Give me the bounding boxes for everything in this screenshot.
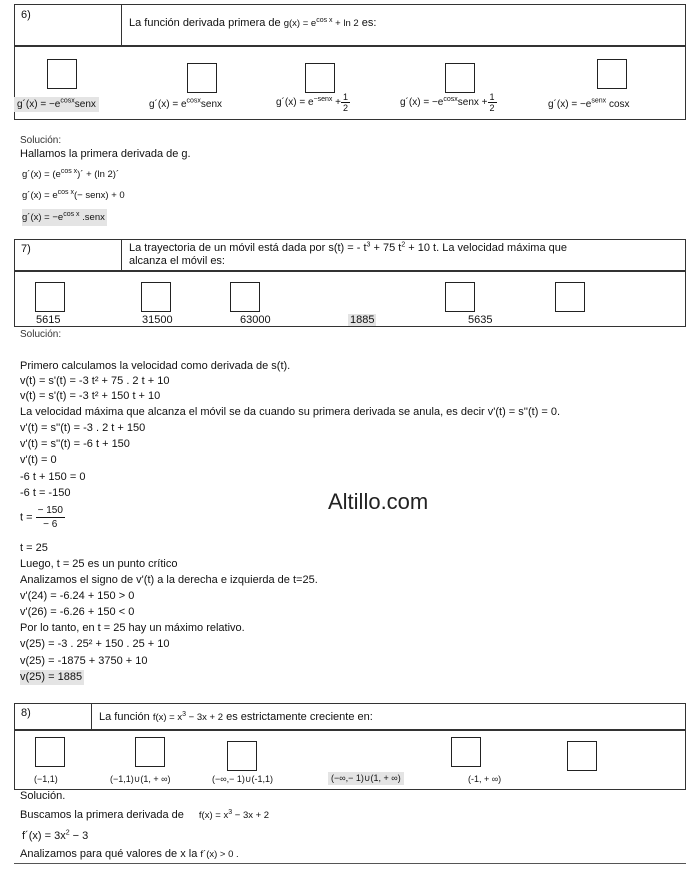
q8-number: 8)	[21, 707, 31, 719]
q6-option-1-checkbox[interactable]	[47, 59, 77, 89]
q7-option-1-label: 5615	[36, 314, 61, 326]
q7-line-12: Analizamos el signo de v'(t) a la derecha e izquierda de t=25.	[20, 574, 318, 586]
q7-option-3-label: 63000	[240, 314, 271, 326]
q8-option-2-checkbox[interactable]	[135, 737, 165, 767]
q7-option-1-checkbox[interactable]	[35, 282, 65, 312]
q7-option-4-label: 1885	[350, 314, 375, 326]
q6-step-1: g´(x) = $(e^{cos x})´ + (\ln$ 2)´	[22, 167, 120, 180]
q7-answer-line: v(25) = 1885	[20, 671, 83, 683]
q7-line-5: v'(t) = s''(t) = -3 . 2 t + 150	[20, 422, 146, 434]
q7-t-fraction: t = $\frac{- 150}{- 6}$	[20, 505, 63, 530]
q7-option-5-label: 5635	[468, 314, 493, 326]
watermark: Altillo.com	[328, 489, 429, 514]
q6-option-1-label: g´(x) = $-e^{cosx}senx$	[14, 97, 99, 112]
q7-line-7: v'(t) = 0	[20, 454, 57, 466]
q6-number-cell	[15, 5, 122, 45]
q8-line-3: Analizamos para qué valores de x la f´(x) > 0 .	[20, 848, 239, 860]
q6-number: 6)	[21, 9, 31, 21]
q8-question: La función $f(x) = x^3 - 3x + 2$ es estrictamente creciente en:	[99, 710, 373, 723]
q6-solution-label: Solución:	[20, 135, 62, 146]
q6-header	[14, 4, 686, 46]
q8-option-1-label: (−1,1)	[34, 774, 58, 784]
q7-option-2-checkbox[interactable]	[141, 282, 171, 312]
q7-line-6: v'(t) = s''(t) = -6 t + 150	[20, 438, 130, 450]
q7-line-17: v(25) = -1875 + 3750 + 10	[20, 655, 148, 667]
q8-option-3-label: (−∞,− 1)∪(-1,1)	[212, 774, 274, 784]
q8-option-3-checkbox[interactable]	[227, 741, 257, 771]
q7-line-9: -6 t = -150	[20, 487, 71, 499]
q7-line-14: v'(26) = -6.26 + 150 < 0	[20, 606, 135, 618]
q7-number-cell	[15, 240, 122, 270]
q8-line-1: Buscamos la primera derivada de $f(x) = x^3 - 3x + 2$	[20, 808, 270, 821]
q7-question: La trayectoria de un móvil está dada por s(t) = - $t^3 + 75$ $t^2 + 10$ t. La velocidad máxima que alcanza el móvil es:	[129, 241, 567, 267]
q7-line-15: Por lo tanto, en t = 25 hay un máximo relativo.	[20, 622, 245, 634]
q6-option-2-label: g´(x) = $e^{cosx}senx$	[149, 97, 223, 110]
q7-number: 7)	[21, 243, 31, 255]
q8-header	[14, 703, 686, 730]
q8-line-2: f´(x) = $3x^2 - 3$	[22, 829, 89, 842]
q8-option-5-label: (-1, + ∞)	[468, 774, 502, 784]
q6-solution-intro: Hallamos la primera derivada de g.	[20, 148, 191, 160]
q8-solution-label: Solución.	[20, 790, 66, 802]
q6-step-3: g´(x) = $-e^{cos x}$ .senx	[22, 209, 107, 226]
q7-line-4: La velocidad máxima que alcanza el móvil se da cuando su primera derivada se anula, es decir v'(t) = s''(t) = 0.	[20, 406, 561, 418]
q7-line-8: -6 t + 150 = 0	[20, 471, 86, 483]
q8-option-4-label: (−∞,− 1)∪(1, + ∞)	[328, 772, 404, 785]
page-bottom-rule	[14, 863, 686, 864]
q7-option-5-checkbox[interactable]	[555, 282, 585, 312]
q6-option-4-checkbox[interactable]	[445, 63, 475, 93]
q8-option-2-label: (−1,1)∪(1, + ∞)	[110, 774, 171, 784]
q6-option-5-checkbox[interactable]	[597, 59, 627, 89]
q6-question: La función derivada primera de $g(x) = e^{cos x} + \ln 2$ es:	[129, 16, 377, 29]
q6-option-5-label: g´(x) = $-e^{senx}$ cosx	[548, 97, 630, 110]
q7-line-1: Primero calculamos la velocidad como derivada de s(t).	[20, 360, 291, 372]
q8-option-5-checkbox[interactable]	[567, 741, 597, 771]
q6-option-4-label: g´(x) = $-e^{cosx}senx$ + $\frac{1}{2}$	[400, 92, 495, 113]
q6-option-2-checkbox[interactable]	[187, 63, 217, 93]
q6-step-2: g´(x) = $e^{cos x}(-$ senx) + 0	[22, 188, 125, 201]
q6-option-3-label: g´(x) = $e^{-senx}$ + $\frac{1}{2}$	[276, 92, 349, 113]
q7-line-2: v(t) = s'(t) = -3 t² + 75 . 2 t + 10	[20, 375, 170, 387]
q7-line-13: v'(24) = -6.24 + 150 > 0	[20, 590, 135, 602]
q7-line-11: Luego, t = 25 es un punto crítico	[20, 558, 178, 570]
q7-option-4-checkbox[interactable]	[445, 282, 475, 312]
q8-option-4-checkbox[interactable]	[451, 737, 481, 767]
q7-line-16: v(25) = -3 . 25² + 150 . 25 + 10	[20, 638, 170, 650]
q7-option-3-checkbox[interactable]	[230, 282, 260, 312]
q7-option-2-label: 31500	[142, 314, 173, 326]
q7-line-10: t = 25	[20, 542, 48, 554]
q7-solution-label: Solución:	[20, 329, 62, 340]
q6-option-3-checkbox[interactable]	[305, 63, 335, 93]
q8-option-1-checkbox[interactable]	[35, 737, 65, 767]
q7-line-3: v(t) = s'(t) = -3 t² + 150 t + 10	[20, 390, 161, 402]
q7-header	[14, 239, 686, 271]
